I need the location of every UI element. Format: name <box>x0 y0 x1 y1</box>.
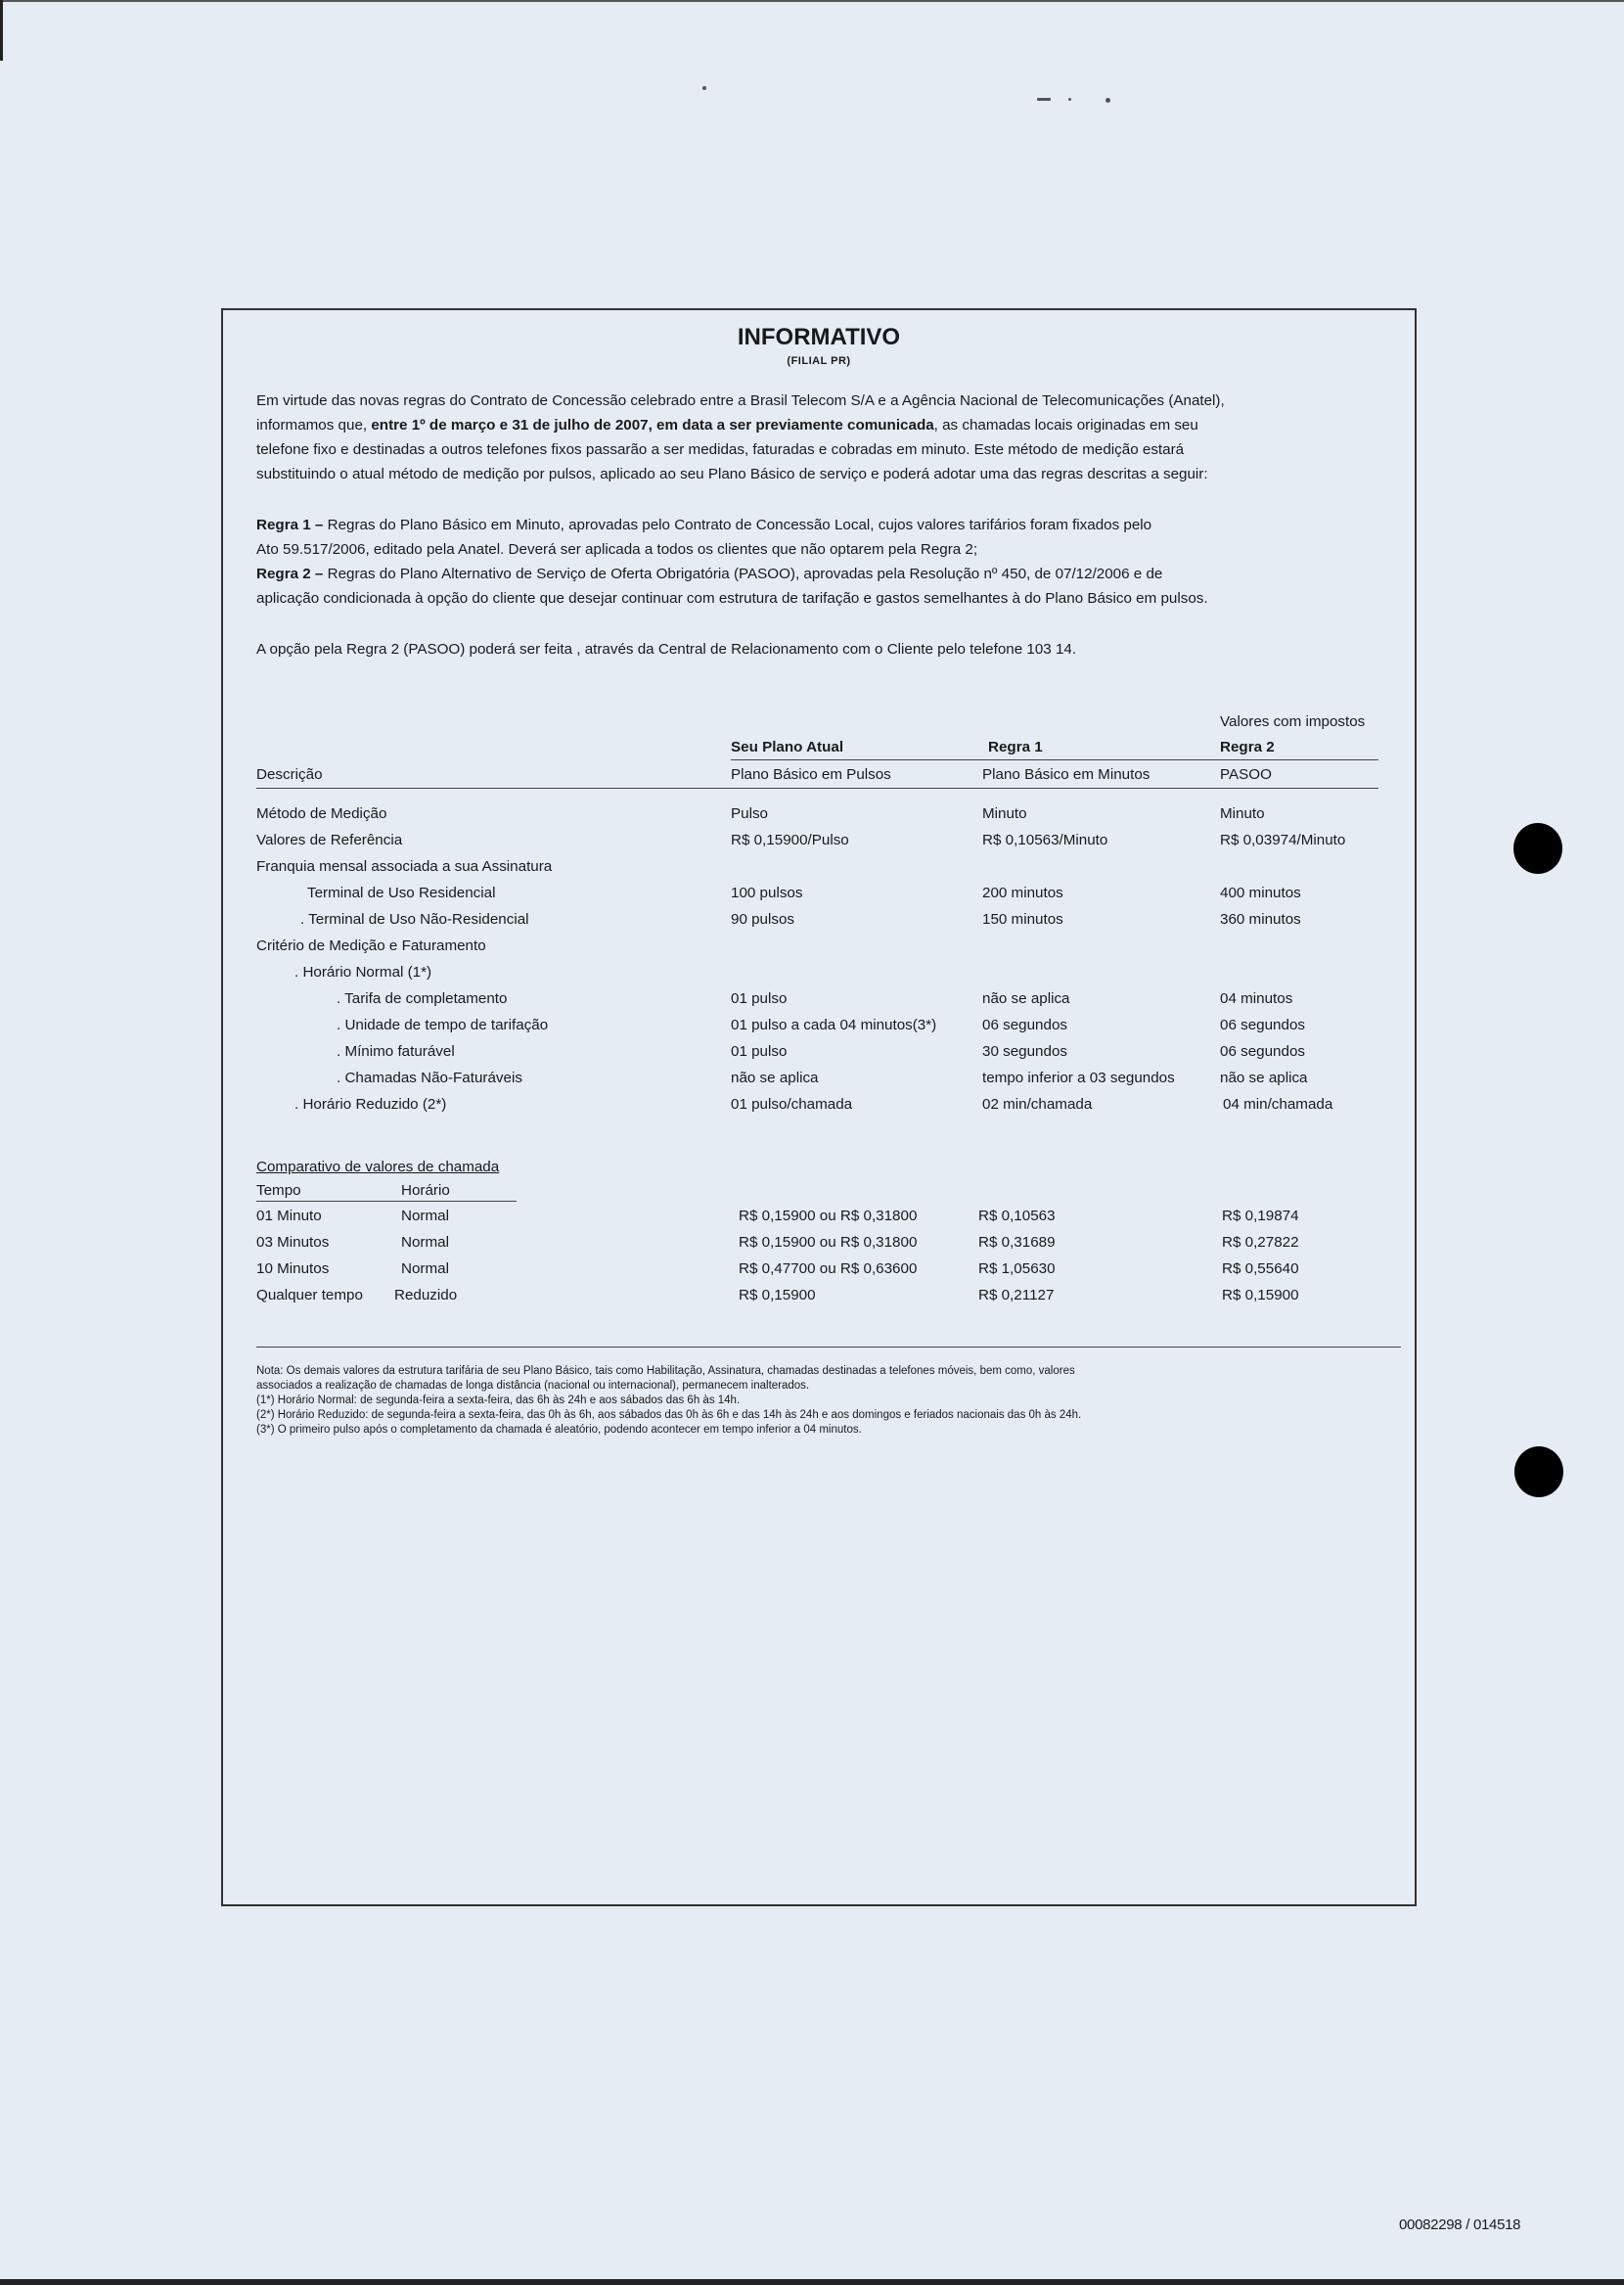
comparison-horario: Normal <box>401 1234 449 1251</box>
row-label: Valores de Referência <box>256 832 403 848</box>
comparison-horario: Reduzido <box>394 1287 458 1303</box>
intro-line-4: substituindo o atual método de medição por pulsos, aplicado ao seu Plano Básico de serviço e poderá adotar uma das regras descritas a seguir: <box>256 466 1208 482</box>
comparison-rule1: R$ 0,10563 <box>978 1208 1056 1224</box>
row-label: . Tarifa de completamento <box>337 990 508 1007</box>
col-header-current: Seu Plano Atual <box>731 739 844 755</box>
row-rule1: 200 minutos <box>982 885 1063 901</box>
row-rule2: não se aplica <box>1220 1070 1308 1086</box>
comparison-current: R$ 0,47700 ou R$ 0,63600 <box>739 1260 918 1277</box>
row-rule1: tempo inferior a 03 segundos <box>982 1070 1175 1086</box>
row-label: . Chamadas Não-Faturáveis <box>337 1070 522 1086</box>
row-label: Terminal de Uso Residencial <box>307 885 496 901</box>
row-label: . Horário Reduzido (2*) <box>294 1096 447 1113</box>
comparison-horario: Normal <box>401 1208 449 1224</box>
comparison-rule1: R$ 0,21127 <box>978 1287 1055 1303</box>
comparison-tempo: 01 Minuto <box>256 1208 322 1224</box>
scan-speck <box>702 86 706 90</box>
row-current: 01 pulso a cada 04 minutos(3*) <box>731 1017 937 1033</box>
comparison-rule2: R$ 0,19874 <box>1222 1208 1299 1224</box>
comparison-tempo: 03 Minutos <box>256 1234 330 1251</box>
subheader-rule2: PASOO <box>1220 766 1272 783</box>
row-rule2: 360 minutos <box>1220 911 1301 928</box>
comparison-horario: Normal <box>401 1260 449 1277</box>
note-line: (3*) O primeiro pulso após o completamento da chamada é aleatório, podendo acontecer em tempo inferior a 04 minutos. <box>256 1424 862 1436</box>
subheader-rule1: Plano Básico em Minutos <box>982 766 1150 783</box>
scan-top-edge <box>0 0 1624 2</box>
row-label: Método de Medição <box>256 805 387 822</box>
comparison-current: R$ 0,15900 ou R$ 0,31800 <box>739 1234 918 1251</box>
notes-divider <box>256 1347 1401 1348</box>
document-title: INFORMATIVO <box>737 324 901 350</box>
descr-header: Descrição <box>256 766 323 783</box>
col-header-rule2: Regra 2 <box>1220 739 1275 755</box>
row-label: Critério de Medição e Faturamento <box>256 937 486 954</box>
note-line: (2*) Horário Reduzido: de segunda-feira a sexta-feira, das 0h às 6h, aos sábados das 0h às 6h e das 14h às 24h e aos domingos e feriados nacionais das 0h às 24h. <box>256 1409 1082 1421</box>
row-rule2: 04 min/chamada <box>1223 1096 1333 1113</box>
note-line: Nota: Os demais valores da estrutura tarifária de seu Plano Básico, tais como Habilitação, Assinatura, chamadas destinadas a telefones móveis, bem como, valores <box>256 1365 1075 1377</box>
note-line: associados a realização de chamadas de longa distância (nacional ou internacional), permanecem inalterados. <box>256 1380 810 1392</box>
row-current: 90 pulsos <box>731 911 795 928</box>
punch-hole <box>1514 1446 1563 1497</box>
rule-2-line-1: Regra 2 – Regras do Plano Alternativo de Serviço de Oferta Obrigatória (PASOO), aprovadas pela Resolução nº 450, de 07/12/2006 e de <box>256 566 1163 582</box>
row-current: 01 pulso/chamada <box>731 1096 853 1113</box>
comparison-current: R$ 0,15900 ou R$ 0,31800 <box>739 1208 918 1224</box>
row-rule1: 02 min/chamada <box>982 1096 1093 1113</box>
row-rule2: 04 minutos <box>1220 990 1293 1007</box>
header-divider <box>731 759 1378 760</box>
comparison-header-tempo: Tempo <box>256 1182 301 1199</box>
subheader-current: Plano Básico em Pulsos <box>731 766 891 783</box>
comparison-rule1: R$ 1,05630 <box>978 1260 1056 1277</box>
comparison-title: Comparativo de valores de chamada <box>256 1159 500 1175</box>
row-rule2: 400 minutos <box>1220 885 1301 901</box>
row-label: . Unidade de tempo de tarifação <box>337 1017 549 1033</box>
intro-line-1: Em virtude das novas regras do Contrato de Concessão celebrado entre a Brasil Telecom S/A e a Agência Nacional de Telecomunicações (Anatel), <box>256 392 1225 409</box>
rule-2-line-2: aplicação condicionada à opção do cliente que desejar continuar com estrutura de tarifação e gastos semelhantes à do Plano Básico em pulsos. <box>256 590 1208 607</box>
comparison-tempo: 10 Minutos <box>256 1260 330 1277</box>
scan-bottom-edge <box>0 2279 1624 2285</box>
row-rule2: 06 segundos <box>1220 1043 1305 1060</box>
informativo-box <box>221 308 1417 1906</box>
row-rule2: R$ 0,03974/Minuto <box>1220 832 1346 848</box>
comparison-header-horario: Horário <box>401 1182 450 1199</box>
row-rule1: não se aplica <box>982 990 1070 1007</box>
rule-1-line-1: Regra 1 – Regras do Plano Básico em Minuto, aprovadas pelo Contrato de Concessão Local, cujos valores tarifários foram fixados pelo <box>256 517 1152 533</box>
scan-speck <box>1068 98 1071 101</box>
intro-line-2: informamos que, entre 1º de março e 31 de julho de 2007, em data a ser previamente comunicada, as chamadas locais originadas em seu <box>256 417 1198 434</box>
document-code: 00082298 / 014518 <box>1399 2216 1521 2233</box>
row-rule1: R$ 0,10563/Minuto <box>982 832 1108 848</box>
comparison-rule2: R$ 0,55640 <box>1222 1260 1299 1277</box>
row-current: R$ 0,15900/Pulso <box>731 832 849 848</box>
intro-line-3: telefone fixo e destinadas a outros telefones fixos passarão a ser medidas, faturadas e cobradas em minuto. Este método de medição estará <box>256 441 1185 458</box>
row-current: 01 pulso <box>731 1043 788 1060</box>
row-rule2: Minuto <box>1220 805 1265 822</box>
comparison-header-divider <box>256 1201 517 1202</box>
option-text: A opção pela Regra 2 (PASOO) poderá ser feita , através da Central de Relacionamento com o Cliente pelo telefone 103 14. <box>256 641 1077 658</box>
comparison-tempo: Qualquer tempo <box>256 1287 363 1303</box>
comparison-rule1: R$ 0,31689 <box>978 1234 1056 1251</box>
row-label: . Horário Normal (1*) <box>294 964 432 981</box>
punch-hole <box>1513 823 1562 874</box>
row-rule1: 150 minutos <box>982 911 1063 928</box>
document-subtitle: (FILIAL PR) <box>787 355 851 367</box>
row-label: Franquia mensal associada a sua Assinatura <box>256 858 553 875</box>
scan-left-edge <box>0 0 3 61</box>
row-label: . Mínimo faturável <box>337 1043 455 1060</box>
rule-1-line-2: Ato 59.517/2006, editado pela Anatel. Deverá ser aplicada a todos os clientes que não optarem pela Regra 2; <box>256 541 978 558</box>
row-label: . Terminal de Uso Não-Residencial <box>300 911 529 928</box>
table-divider <box>256 788 1378 789</box>
row-rule1: Minuto <box>982 805 1027 822</box>
scan-speck <box>1105 98 1110 103</box>
note-line: (1*) Horário Normal: de segunda-feira a sexta-feira, das 6h às 24h e aos sábados das 6h às 14h. <box>256 1394 741 1406</box>
row-current: 01 pulso <box>731 990 788 1007</box>
comparison-rule2: R$ 0,27822 <box>1222 1234 1299 1251</box>
comparison-current: R$ 0,15900 <box>739 1287 816 1303</box>
row-current: Pulso <box>731 805 768 822</box>
row-rule1: 30 segundos <box>982 1043 1067 1060</box>
scan-speck <box>1037 98 1051 101</box>
row-current: não se aplica <box>731 1070 819 1086</box>
row-current: 100 pulsos <box>731 885 803 901</box>
row-rule2: 06 segundos <box>1220 1017 1305 1033</box>
comparison-rule2: R$ 0,15900 <box>1222 1287 1299 1303</box>
row-rule1: 06 segundos <box>982 1017 1067 1033</box>
col-header-rule1: Regra 1 <box>988 739 1043 755</box>
taxes-note: Valores com impostos <box>1220 713 1366 730</box>
